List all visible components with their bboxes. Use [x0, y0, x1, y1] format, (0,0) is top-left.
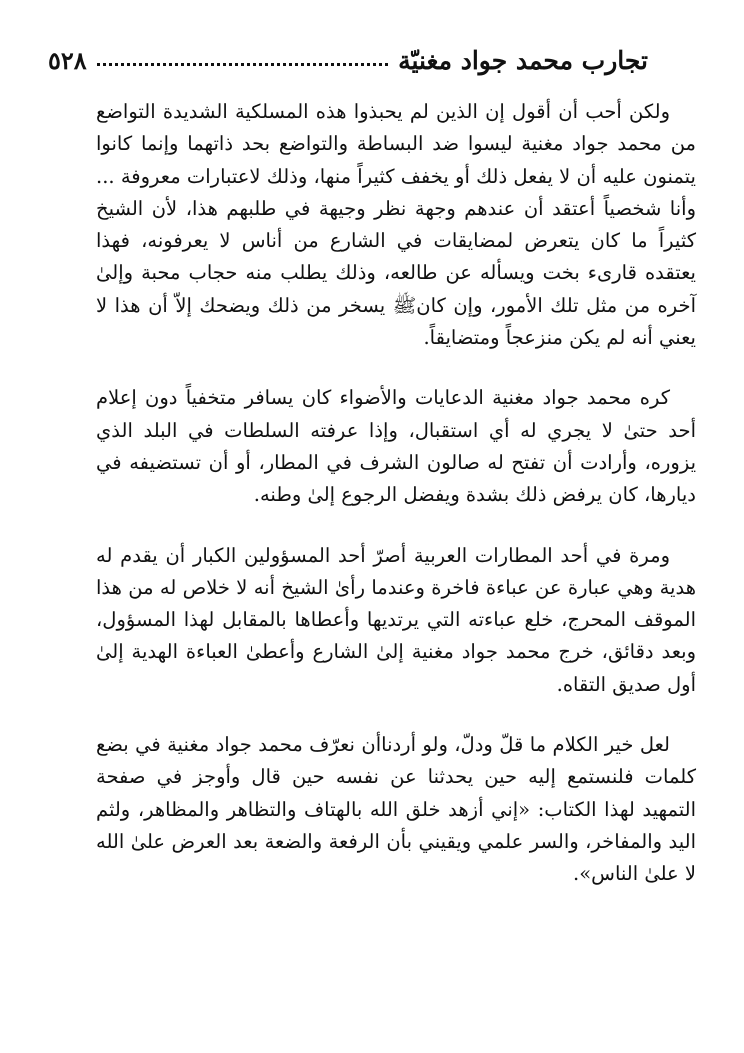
page-header	[48, 40, 648, 80]
body-text	[96, 96, 696, 891]
page-number: ٥٢٨	[48, 45, 87, 75]
paragraph-4: لعل خير الكلام ما قلّ ودلّ، ولو أردناأن نعرّف محمد جواد مغنية في بضع كلمات فلنستمع إليه حين يحدثنا عن نفسه حين قال وأوجز في صفحة التمهيد لهذا الكتاب: «إني أزهد خلق الله بالهتاف والتظاهر والمظاهر، ولثم اليد والمفاخر، والسر علمي ويقيني بأن الرفعة والضعة بعد العرض علىٰ الله لا علىٰ الناس».	[96, 733, 696, 886]
dotted-leader	[97, 63, 388, 66]
paragraph-3: ومرة في أحد المطارات العربية أصرّ أحد المسؤولين الكبار أن يقدم له هدية وهي عبارة عن عباءة فاخرة وعندما رأىٰ الشيخ أنه لا خلاص له من هذا الموقف المحرج، خلع عباءته التي يرتديها وأعطاها بالمقابل لهذا المسؤول، وبعد دقائق، خرج محمد جواد مغنية إلىٰ الشارع وأعطىٰ العباءة الهدية إلىٰ أول صديق التقاه.	[96, 543, 696, 696]
running-title: تجارب محمد جواد مغنيّة	[398, 45, 648, 75]
paragraph-1: ولكن أحب أن أقول إن الذين لم يحبذوا هذه المسلكية الشديدة التواضع من محمد جواد مغنية ليسوا ضد البساطة والتواضع بحد ذاتهما وإنما كانوا يتمنون عليه أن لا يفعل ذلك أو يخفف كثيراً منها، وذلك لاعتبارات معروفة ... وأنا شخصياً أعتقد أن عندهم وجهة نظر وجيهة في طلبهم هذا، لأن الشيخ كثيراً ما كان يتعرض لمضايقات في الشارع من أناس لا يعرفونه، فهذا يعتقده قارىء بخت ويسأله عن طالعه، وذلك يطلب منه حجاب محبة وإلىٰ آخره من مثل تلك الأمور، وإن كانﷺ يسخر من ذلك ويضحك إلاّ أن هذا لا يعني أنه لم يكن منزعجاً ومتضايقاً.	[96, 100, 696, 350]
paragraph-2: كره محمد جواد مغنية الدعايات والأضواء كان يسافر متخفياً دون إعلام أحد حتىٰ لا يجري له أي استقبال، وإذا عرفته السلطات في البلد الذي يزوره، وأرادت أن تفتح له صالون الشرف في المطار، أو أن تستضيفه في ديارها، كان يرفض ذلك بشدة ويفضل الرجوع إلىٰ وطنه.	[96, 386, 696, 507]
